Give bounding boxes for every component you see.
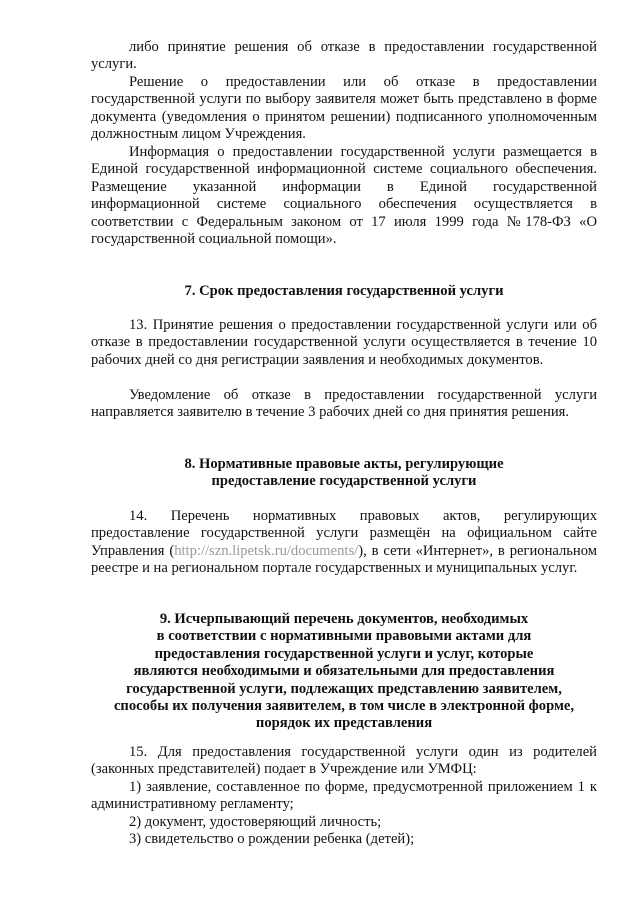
section-9-heading-line: 9. Исчерпывающий перечень документов, необходимых — [159, 611, 529, 627]
paragraph-14: 14. Перечень нормативных правовых актов, регулирующих предоставление государственной услуги размещён на официальном сайте Управления (http://szn.lipetsk.ru/documents/), в сети «Интернет», в региональном реестре и на региональном портале государственных и муниципальных услуг. — [91, 508, 598, 577]
paragraph-13: 13. Принятие решения о предоставлении государственной услуги или об отказе в предоставлении государственной услуги осуществляется в течение 10 рабочих дней со дня регистрации заявления и необходимых документов. — [91, 317, 597, 368]
section-7-heading: 7. Срок предоставления государственной услуги — [184, 283, 504, 299]
list-item: 3) свидетельство о рождении ребенка (детей); — [129, 831, 415, 847]
section-9-heading-line: государственной услуги, подлежащих представлению заявителем, — [126, 680, 562, 697]
section-9-heading-line: в соответствии с нормативными правовыми актами для — [156, 628, 532, 645]
section-8-heading — [91, 456, 597, 491]
documents-link[interactable]: http://szn.lipetsk.ru/documents/ — [174, 542, 359, 559]
section-9-heading-line: являются необходимыми и обязательными для предоставления — [133, 663, 555, 680]
section-8-heading-line: 8. Нормативные правовые акты, регулирующие — [184, 456, 504, 472]
paragraph-13-notice: Уведомление об отказе в предоставлении государственной услуги направляется заявителю в течение 3 рабочих дней со дня принятия решения. — [91, 387, 597, 421]
section-8-heading-line: предоставление государственной услуги — [211, 473, 477, 490]
section-9-heading-line: предоставления государственной услуги и услуг, которые — [154, 645, 534, 662]
section-9-heading — [91, 611, 597, 733]
list-item: 2) документ, удостоверяющий личность; — [129, 814, 382, 830]
paragraph-info-placement: Информация о предоставлении государственной услуги размещается в Единой государственной информационной системе социального обеспечения. Размещение указанной информации в Единой государственной информационной системе социального обеспечения осуществляется в соответствии с Федеральным законом от 17 июля 1999 года №178-ФЗ «О государственной социальной помощи». — [91, 144, 597, 248]
section-9-heading-line: способы их получения заявителем, в том числе в электронной форме, — [113, 698, 575, 715]
section-9-heading-line: порядок их представления — [255, 715, 433, 732]
paragraph-15: 15. Для предоставления государственной услуги один из родителей (законных представителей) подает в Учреждение или УМФЦ: — [91, 744, 597, 778]
list-item: 1) заявление, составленное по форме, предусмотренной приложением 1 к административному регламенту; — [91, 779, 597, 813]
paragraph-continuation: либо принятие решения об отказе в предоставлении государственной услуги. — [91, 39, 597, 73]
paragraph-decision-form: Решение о предоставлении или об отказе в предоставлении государственной услуги по выбору заявителя может быть представлено в форме документа (уведомления о принятом решении) подписанного уполномоченным должностным лицом Учреждения. — [91, 74, 597, 143]
